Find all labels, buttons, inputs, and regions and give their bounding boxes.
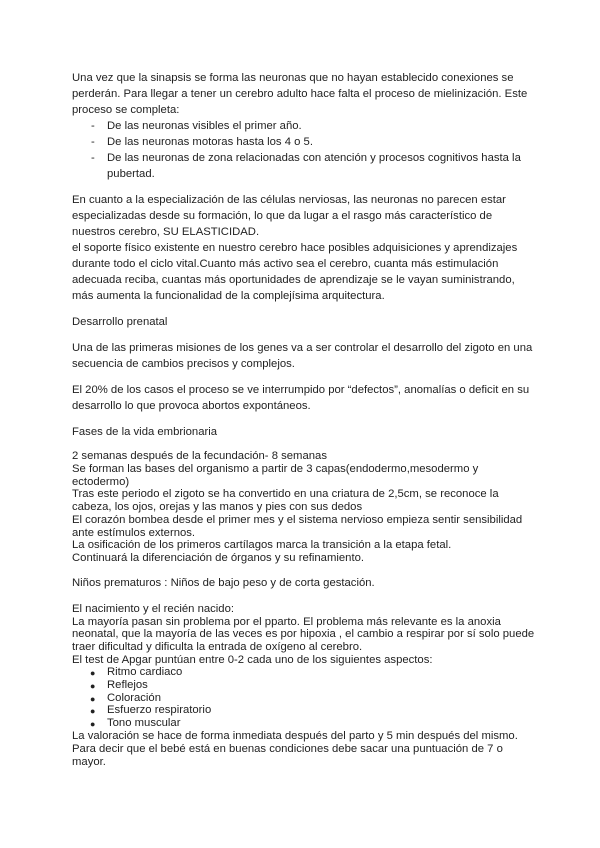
paragraph-line: Niños prematuros : Niños de bajo peso y de corta gestación.	[72, 577, 375, 589]
paragraph-line: El 20% de los casos el proceso se ve interrumpido por “defectos”, anomalías o deficit en su	[72, 384, 530, 396]
paragraph-line: neonatal, que la mayoría de las veces es por hipoxia , el cambio a respirar por sí solo puede	[72, 628, 535, 640]
paragraph-line: En cuanto a la especialización de las células nerviosas, las neuronas no parecen estar	[72, 194, 506, 206]
paragraph-line: Una de las primeras misiones de los genes va a ser controlar el desarrollo del zigoto en una	[72, 342, 533, 354]
list-item-continuation: pubertad.	[107, 168, 155, 180]
bullet-dot: ●	[90, 681, 96, 691]
paragraph-line: ante estímulos externos.	[72, 527, 196, 539]
paragraph-line: La valoración se hace de forma inmediata después del parto y 5 min después del mismo.	[72, 730, 518, 742]
paragraph-line: Tras este periodo el zigoto se ha convertido en una criatura de 2,5cm, se reconoce la	[72, 488, 499, 500]
bullet-dot: ●	[90, 719, 96, 729]
paragraph-line: La osificación de los primeros cartílagos marca la transición a la etapa fetal.	[72, 539, 452, 551]
list-item: De las neuronas visibles el primer año.	[107, 120, 302, 132]
paragraph-line: El corazón bombea desde el primer mes y el sistema nervioso empieza sentir sensibilidad	[72, 514, 523, 526]
paragraph-line: nuestros cerebro, SU ELASTICIDAD.	[72, 226, 260, 238]
paragraph-line: El nacimiento y el recién nacido:	[72, 603, 235, 615]
bullet-dot: ●	[90, 706, 96, 716]
paragraph-line: especializadas desde su formación, lo que da lugar a el rasgo más característico de	[72, 210, 493, 222]
list-item: Reflejos	[107, 679, 148, 691]
paragraph-line: Se forman las bases del organismo a partir de 3 capas(endodermo,mesodermo y	[72, 463, 479, 475]
list-item: Tono muscular	[107, 717, 181, 729]
paragraph-line: La mayoría pasan sin problema por el pparto. El problema más relevante es la anoxia	[72, 616, 501, 628]
list-item: Esfuerzo respiratorio	[107, 704, 212, 716]
paragraph-line: más aumenta la funcionalidad de la complejísima arquitectura.	[72, 290, 385, 302]
section-heading: Fases de la vida embrionaria	[72, 426, 218, 438]
paragraph-line: traer dificultad y dificulta la entrada de oxígeno al cerebro.	[72, 641, 363, 653]
paragraph-line: Una vez que la sinapsis se forma las neuronas que no hayan establecido conexiones se	[72, 72, 514, 84]
paragraph-line: mayor.	[72, 756, 106, 768]
paragraph-line: Continuará la diferenciación de órganos y su refinamiento.	[72, 552, 365, 564]
paragraph-line: ectodermo)	[72, 476, 130, 488]
section-heading: Desarrollo prenatal	[72, 316, 168, 328]
dash-bullet: -	[91, 152, 95, 164]
paragraph-line: cabeza, los ojos, orejas y las manos y pies con sus dedos	[72, 501, 363, 513]
dash-bullet: -	[91, 136, 95, 148]
paragraph-line: secuencia de cambios precisos y complejos.	[72, 358, 295, 370]
paragraph-line: adecuada reciba, cuantas más oportunidades de aprendizaje se le vayan suministrando,	[72, 274, 515, 286]
bullet-dot: ●	[90, 668, 96, 678]
dash-bullet: -	[91, 120, 95, 132]
list-item: De las neuronas de zona relacionadas con atención y procesos cognitivos hasta la	[107, 152, 521, 164]
paragraph-line: El test de Apgar puntúan entre 0-2 cada uno de los siguientes aspectos:	[72, 654, 433, 666]
paragraph-line: durante todo el ciclo vital.Cuanto más activo sea el cerebro, cuanta más estimulación	[72, 258, 499, 270]
paragraph-line: perderán. Para llegar a tener un cerebro adulto hace falta el proceso de mielinización. Este	[72, 88, 528, 100]
bullet-dot: ●	[90, 694, 96, 704]
paragraph-line: proceso se completa:	[72, 104, 180, 116]
list-item: Coloración	[107, 692, 162, 704]
paragraph-line: 2 semanas después de la fecundación- 8 semanas	[72, 450, 327, 462]
paragraph-line: desarrollo lo que provoca abortos expontáneos.	[72, 400, 311, 412]
list-item: De las neuronas motoras hasta los 4 o 5.	[107, 136, 313, 148]
list-item: Ritmo cardiaco	[107, 666, 183, 678]
paragraph-line: el soporte físico existente en nuestro cerebro hace posibles adquisiciones y aprendizajes	[72, 242, 518, 254]
paragraph-line: Para decir que el bebé está en buenas condiciones debe sacar una puntuación de 7 o	[72, 743, 503, 755]
